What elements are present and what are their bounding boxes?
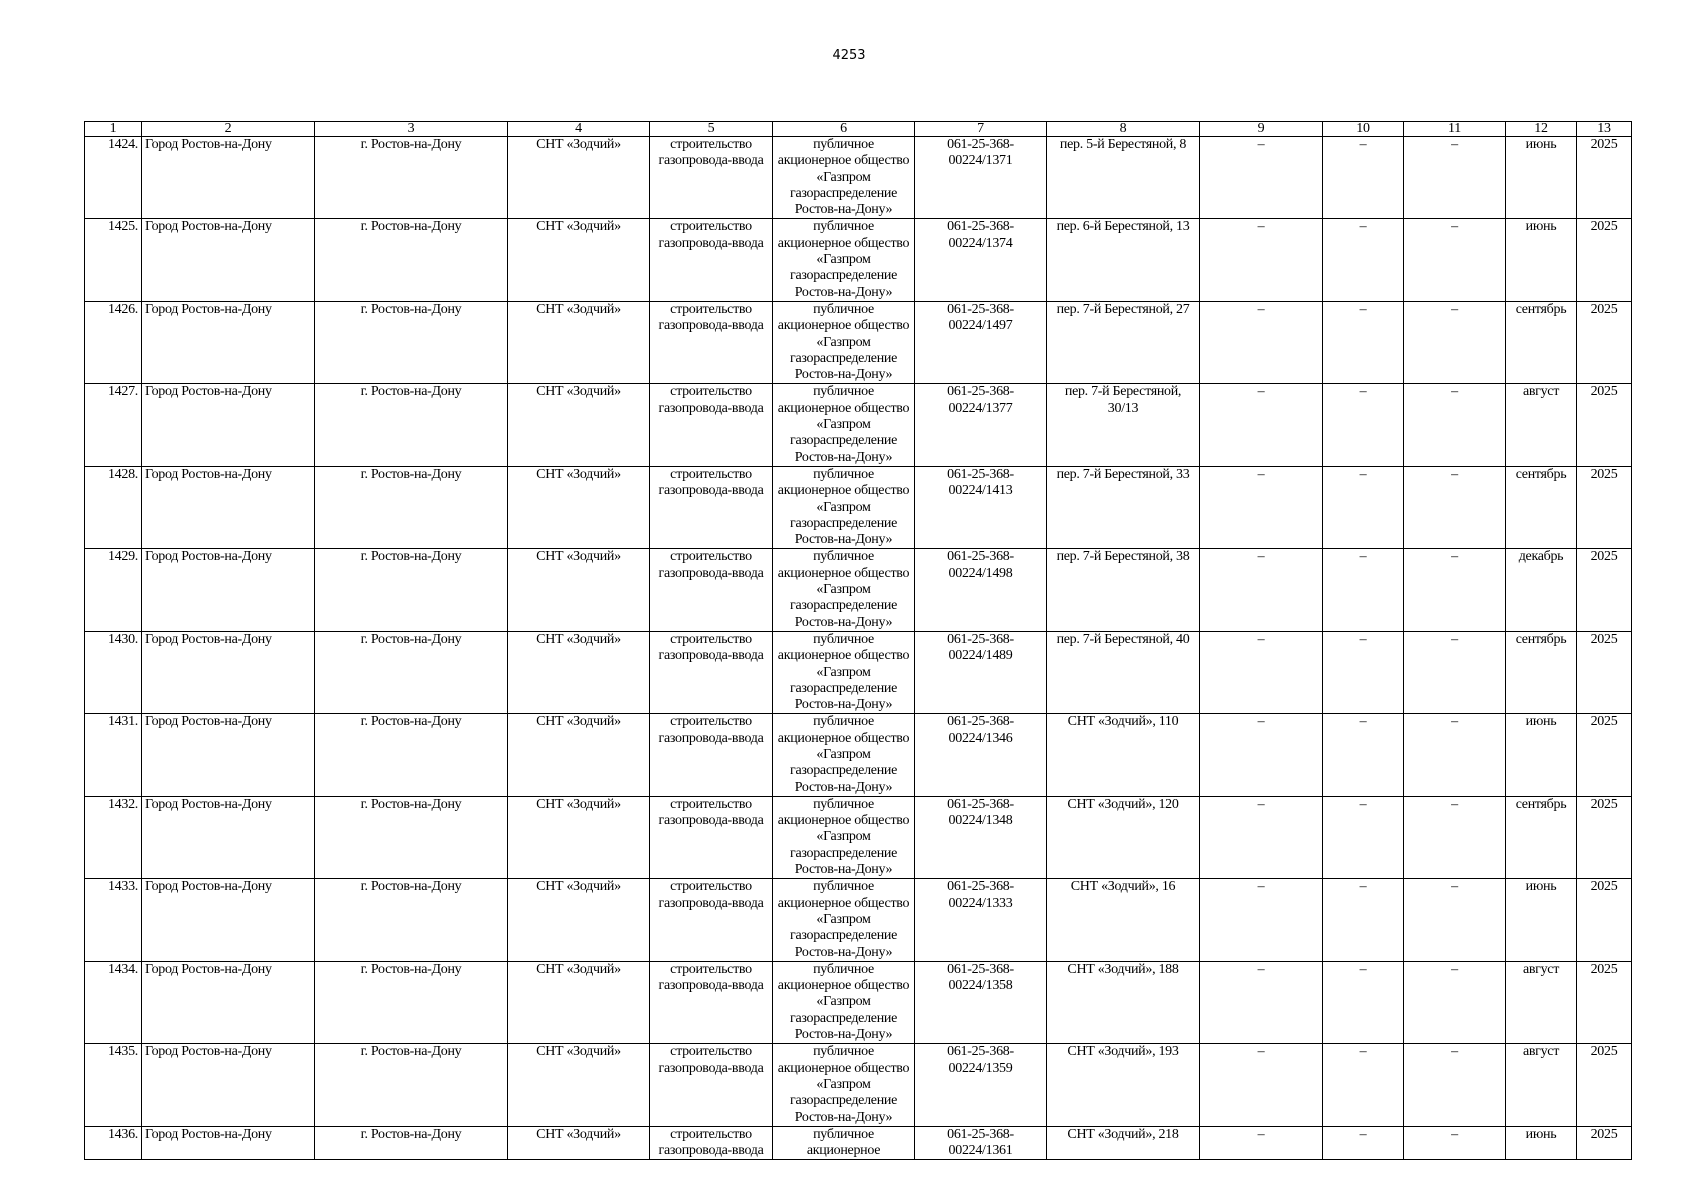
year-cell: 2025	[1577, 1044, 1632, 1126]
contract-number-cell: 061-25-368-00224/1346	[915, 714, 1047, 796]
organization-cell: публичное акционерное общество «Газпром газораспределение Ростов-на-Дону»	[773, 219, 915, 301]
column-10-cell: –	[1323, 549, 1404, 631]
column-9-cell: –	[1200, 879, 1323, 961]
table-row	[85, 796, 1632, 878]
year-cell: 2025	[1577, 137, 1632, 219]
table-row	[85, 1044, 1632, 1126]
municipality-cell: Город Ростов-на-Дону	[142, 961, 315, 1043]
address-cell: СНТ «Зодчий», 193	[1047, 1044, 1200, 1126]
municipality-cell: Город Ростов-на-Дону	[142, 796, 315, 878]
row-number: 1434.	[85, 961, 142, 1043]
locality-cell: г. Ростов-на-Дону	[315, 961, 508, 1043]
locality-cell: г. Ростов-на-Дону	[315, 219, 508, 301]
column-9-cell: –	[1200, 961, 1323, 1043]
column-11-cell: –	[1404, 301, 1506, 383]
column-10-cell: –	[1323, 796, 1404, 878]
address-cell: СНТ «Зодчий», 110	[1047, 714, 1200, 796]
work-type-cell: строительство газопровода-ввода	[650, 961, 773, 1043]
month-cell: сентябрь	[1506, 466, 1577, 548]
contract-number-cell: 061-25-368-00224/1333	[915, 879, 1047, 961]
page-number: 4253	[832, 48, 866, 63]
year-cell: 2025	[1577, 301, 1632, 383]
municipality-cell: Город Ростов-на-Дону	[142, 549, 315, 631]
row-number: 1432.	[85, 796, 142, 878]
locality-cell: г. Ростов-на-Дону	[315, 301, 508, 383]
column-header-3: 3	[315, 122, 508, 137]
work-type-cell: строительство газопровода-ввода	[650, 137, 773, 219]
address-cell: СНТ «Зодчий», 218	[1047, 1126, 1200, 1160]
year-cell: 2025	[1577, 714, 1632, 796]
municipality-cell: Город Ростов-на-Дону	[142, 301, 315, 383]
table-row	[85, 714, 1632, 796]
address-cell: пер. 6-й Берестяной, 13	[1047, 219, 1200, 301]
work-type-cell: строительство газопровода-ввода	[650, 1044, 773, 1126]
month-cell: сентябрь	[1506, 631, 1577, 713]
column-10-cell: –	[1323, 137, 1404, 219]
table-row	[85, 384, 1632, 466]
registry-table	[84, 121, 1632, 1160]
address-cell: пер. 7-й Берестяной, 38	[1047, 549, 1200, 631]
work-type-cell: строительство газопровода-ввода	[650, 466, 773, 548]
header-row	[85, 122, 1632, 137]
row-number: 1431.	[85, 714, 142, 796]
year-cell: 2025	[1577, 879, 1632, 961]
work-type-cell: строительство газопровода-ввода	[650, 384, 773, 466]
organization-cell: публичное акционерное общество «Газпром газораспределение Ростов-на-Дону»	[773, 714, 915, 796]
organization-cell: публичное акционерное общество «Газпром газораспределение Ростов-на-Дону»	[773, 1044, 915, 1126]
work-type-cell: строительство газопровода-ввода	[650, 301, 773, 383]
object-cell: СНТ «Зодчий»	[508, 879, 650, 961]
column-header-6: 6	[773, 122, 915, 137]
locality-cell: г. Ростов-на-Дону	[315, 384, 508, 466]
column-11-cell: –	[1404, 219, 1506, 301]
contract-number-cell: 061-25-368-00224/1497	[915, 301, 1047, 383]
municipality-cell: Город Ростов-на-Дону	[142, 466, 315, 548]
object-cell: СНТ «Зодчий»	[508, 631, 650, 713]
table-row	[85, 219, 1632, 301]
table-row	[85, 879, 1632, 961]
municipality-cell: Город Ростов-на-Дону	[142, 1044, 315, 1126]
locality-cell: г. Ростов-на-Дону	[315, 796, 508, 878]
work-type-cell: строительство газопровода-ввода	[650, 879, 773, 961]
work-type-cell: строительство газопровода-ввода	[650, 549, 773, 631]
column-9-cell: –	[1200, 549, 1323, 631]
year-cell: 2025	[1577, 1126, 1632, 1160]
locality-cell: г. Ростов-на-Дону	[315, 714, 508, 796]
object-cell: СНТ «Зодчий»	[508, 301, 650, 383]
address-cell: пер. 7-й Берестяной, 33	[1047, 466, 1200, 548]
contract-number-cell: 061-25-368-00224/1359	[915, 1044, 1047, 1126]
organization-cell: публичное акционерное общество «Газпром газораспределение Ростов-на-Дону»	[773, 301, 915, 383]
contract-number-cell: 061-25-368-00224/1377	[915, 384, 1047, 466]
month-cell: июнь	[1506, 1126, 1577, 1160]
municipality-cell: Город Ростов-на-Дону	[142, 384, 315, 466]
column-11-cell: –	[1404, 384, 1506, 466]
object-cell: СНТ «Зодчий»	[508, 796, 650, 878]
object-cell: СНТ «Зодчий»	[508, 1126, 650, 1160]
table-body	[85, 137, 1632, 1160]
column-header-2: 2	[142, 122, 315, 137]
column-10-cell: –	[1323, 1044, 1404, 1126]
organization-cell: публичное акционерное общество «Газпром газораспределение Ростов-на-Дону»	[773, 549, 915, 631]
table-row	[85, 631, 1632, 713]
column-header-4: 4	[508, 122, 650, 137]
locality-cell: г. Ростов-на-Дону	[315, 137, 508, 219]
locality-cell: г. Ростов-на-Дону	[315, 466, 508, 548]
municipality-cell: Город Ростов-на-Дону	[142, 714, 315, 796]
object-cell: СНТ «Зодчий»	[508, 466, 650, 548]
year-cell: 2025	[1577, 219, 1632, 301]
table-row	[85, 961, 1632, 1043]
organization-cell: публичное акционерное общество «Газпром газораспределение Ростов-на-Дону»	[773, 384, 915, 466]
table-row	[85, 466, 1632, 548]
column-9-cell: –	[1200, 137, 1323, 219]
column-11-cell: –	[1404, 1126, 1506, 1160]
address-cell: пер. 5-й Берестяной, 8	[1047, 137, 1200, 219]
object-cell: СНТ «Зодчий»	[508, 219, 650, 301]
object-cell: СНТ «Зодчий»	[508, 549, 650, 631]
organization-cell: публичное акционерное общество «Газпром газораспределение Ростов-на-Дону»	[773, 631, 915, 713]
month-cell: август	[1506, 384, 1577, 466]
row-number: 1426.	[85, 301, 142, 383]
contract-number-cell: 061-25-368-00224/1413	[915, 466, 1047, 548]
column-11-cell: –	[1404, 137, 1506, 219]
month-cell: сентябрь	[1506, 796, 1577, 878]
row-number: 1424.	[85, 137, 142, 219]
address-cell: СНТ «Зодчий», 188	[1047, 961, 1200, 1043]
work-type-cell: строительство газопровода-ввода	[650, 631, 773, 713]
table-row	[85, 549, 1632, 631]
object-cell: СНТ «Зодчий»	[508, 1044, 650, 1126]
column-10-cell: –	[1323, 219, 1404, 301]
locality-cell: г. Ростов-на-Дону	[315, 549, 508, 631]
address-cell: пер. 7-й Берестяной, 30/13	[1047, 384, 1200, 466]
column-header-8: 8	[1047, 122, 1200, 137]
locality-cell: г. Ростов-на-Дону	[315, 879, 508, 961]
row-number: 1435.	[85, 1044, 142, 1126]
contract-number-cell: 061-25-368-00224/1358	[915, 961, 1047, 1043]
column-9-cell: –	[1200, 714, 1323, 796]
month-cell: декабрь	[1506, 549, 1577, 631]
contract-number-cell: 061-25-368-00224/1371	[915, 137, 1047, 219]
column-11-cell: –	[1404, 549, 1506, 631]
column-11-cell: –	[1404, 879, 1506, 961]
column-9-cell: –	[1200, 301, 1323, 383]
column-10-cell: –	[1323, 384, 1404, 466]
column-11-cell: –	[1404, 631, 1506, 713]
column-header-11: 11	[1404, 122, 1506, 137]
column-9-cell: –	[1200, 796, 1323, 878]
address-cell: пер. 7-й Берестяной, 27	[1047, 301, 1200, 383]
column-header-5: 5	[650, 122, 773, 137]
row-number: 1436.	[85, 1126, 142, 1160]
work-type-cell: строительство газопровода-ввода	[650, 1126, 773, 1160]
locality-cell: г. Ростов-на-Дону	[315, 1044, 508, 1126]
month-cell: июнь	[1506, 137, 1577, 219]
object-cell: СНТ «Зодчий»	[508, 714, 650, 796]
column-9-cell: –	[1200, 219, 1323, 301]
column-11-cell: –	[1404, 714, 1506, 796]
table-row	[85, 137, 1632, 219]
column-10-cell: –	[1323, 714, 1404, 796]
municipality-cell: Город Ростов-на-Дону	[142, 137, 315, 219]
contract-number-cell: 061-25-368-00224/1374	[915, 219, 1047, 301]
column-header-13: 13	[1577, 122, 1632, 137]
column-header-1: 1	[85, 122, 142, 137]
column-header-10: 10	[1323, 122, 1404, 137]
column-10-cell: –	[1323, 466, 1404, 548]
work-type-cell: строительство газопровода-ввода	[650, 796, 773, 878]
year-cell: 2025	[1577, 466, 1632, 548]
month-cell: июнь	[1506, 219, 1577, 301]
organization-cell: публичное акционерное общество «Газпром газораспределение Ростов-на-Дону»	[773, 961, 915, 1043]
column-10-cell: –	[1323, 301, 1404, 383]
month-cell: сентябрь	[1506, 301, 1577, 383]
column-11-cell: –	[1404, 796, 1506, 878]
organization-cell: публичное акционерное	[773, 1126, 915, 1160]
column-10-cell: –	[1323, 631, 1404, 713]
address-cell: пер. 7-й Берестяной, 40	[1047, 631, 1200, 713]
column-10-cell: –	[1323, 961, 1404, 1043]
column-header-9: 9	[1200, 122, 1323, 137]
month-cell: август	[1506, 961, 1577, 1043]
year-cell: 2025	[1577, 631, 1632, 713]
object-cell: СНТ «Зодчий»	[508, 384, 650, 466]
organization-cell: публичное акционерное общество «Газпром газораспределение Ростов-на-Дону»	[773, 137, 915, 219]
table-row	[85, 1126, 1632, 1160]
column-11-cell: –	[1404, 961, 1506, 1043]
year-cell: 2025	[1577, 796, 1632, 878]
row-number: 1430.	[85, 631, 142, 713]
organization-cell: публичное акционерное общество «Газпром газораспределение Ростов-на-Дону»	[773, 879, 915, 961]
work-type-cell: строительство газопровода-ввода	[650, 219, 773, 301]
organization-cell: публичное акционерное общество «Газпром газораспределение Ростов-на-Дону»	[773, 466, 915, 548]
column-10-cell: –	[1323, 1126, 1404, 1160]
row-number: 1428.	[85, 466, 142, 548]
table-row	[85, 301, 1632, 383]
contract-number-cell: 061-25-368-00224/1489	[915, 631, 1047, 713]
municipality-cell: Город Ростов-на-Дону	[142, 1126, 315, 1160]
column-header-7: 7	[915, 122, 1047, 137]
address-cell: СНТ «Зодчий», 16	[1047, 879, 1200, 961]
year-cell: 2025	[1577, 384, 1632, 466]
column-10-cell: –	[1323, 879, 1404, 961]
month-cell: август	[1506, 1044, 1577, 1126]
contract-number-cell: 061-25-368-00224/1348	[915, 796, 1047, 878]
column-11-cell: –	[1404, 1044, 1506, 1126]
column-9-cell: –	[1200, 384, 1323, 466]
contract-number-cell: 061-25-368-00224/1361	[915, 1126, 1047, 1160]
contract-number-cell: 061-25-368-00224/1498	[915, 549, 1047, 631]
month-cell: июнь	[1506, 714, 1577, 796]
address-cell: СНТ «Зодчий», 120	[1047, 796, 1200, 878]
municipality-cell: Город Ростов-на-Дону	[142, 219, 315, 301]
column-11-cell: –	[1404, 466, 1506, 548]
row-number: 1427.	[85, 384, 142, 466]
object-cell: СНТ «Зодчий»	[508, 961, 650, 1043]
month-cell: июнь	[1506, 879, 1577, 961]
table-header	[85, 122, 1632, 137]
municipality-cell: Город Ростов-на-Дону	[142, 631, 315, 713]
column-9-cell: –	[1200, 631, 1323, 713]
column-9-cell: –	[1200, 466, 1323, 548]
row-number: 1433.	[85, 879, 142, 961]
row-number: 1429.	[85, 549, 142, 631]
year-cell: 2025	[1577, 549, 1632, 631]
locality-cell: г. Ростов-на-Дону	[315, 631, 508, 713]
column-9-cell: –	[1200, 1044, 1323, 1126]
row-number: 1425.	[85, 219, 142, 301]
locality-cell: г. Ростов-на-Дону	[315, 1126, 508, 1160]
organization-cell: публичное акционерное общество «Газпром газораспределение Ростов-на-Дону»	[773, 796, 915, 878]
municipality-cell: Город Ростов-на-Дону	[142, 879, 315, 961]
column-header-12: 12	[1506, 122, 1577, 137]
year-cell: 2025	[1577, 961, 1632, 1043]
work-type-cell: строительство газопровода-ввода	[650, 714, 773, 796]
column-9-cell: –	[1200, 1126, 1323, 1160]
object-cell: СНТ «Зодчий»	[508, 137, 650, 219]
